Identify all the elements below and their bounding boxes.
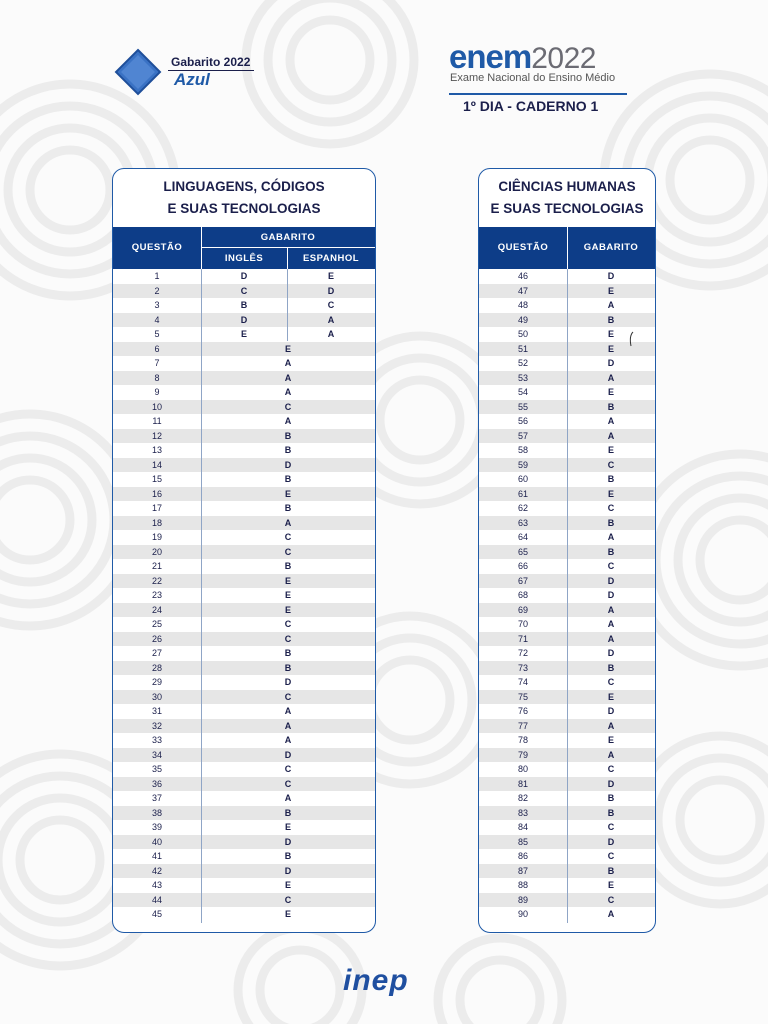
question-number: 24 [151,604,162,615]
language-column-divider [287,269,288,341]
question-number: 86 [517,851,528,861]
question-number: 54 [517,387,528,397]
table-row [113,690,375,705]
answer-letter: C [607,503,615,513]
question-number: 32 [151,720,162,731]
answer-letter: D [607,575,615,586]
table-row [113,733,375,748]
question-number: 49 [517,314,528,325]
answer-letter: C [607,561,615,571]
answer-letter: B [284,561,292,571]
question-number: 31 [151,706,162,716]
question-number: 56 [517,416,528,426]
answer-letter: C [284,691,292,702]
question-number: 60 [517,474,528,484]
answer-letter: A [607,604,615,615]
answer-letter: E [284,604,291,615]
column-divider [567,269,568,923]
answer-letter: B [607,474,615,484]
table-row [113,487,375,502]
question-number: 29 [151,677,162,687]
answer-letter: E [607,329,614,339]
answer-letter: A [607,720,615,731]
answer-letter: A [607,633,615,644]
answer-letter: E [284,590,291,600]
table-row [113,327,375,342]
answer-letter: B [284,662,292,673]
answer-letter: A [284,358,292,368]
table-row [113,603,375,618]
table-row [113,864,375,879]
question-number: 82 [517,793,528,803]
answer-espanhol: C [327,300,335,310]
question-number: 63 [517,517,528,528]
question-number: 89 [517,894,528,905]
question-number: 52 [517,358,528,368]
question-number: 79 [517,749,528,760]
inep-logo: inep [343,964,409,997]
col-questao: QUESTÃO [131,242,183,253]
answer-letter: D [607,836,615,847]
gabarito-title: Gabarito 2022 [171,55,251,69]
answer-letter: D [607,778,615,789]
answer-espanhol: A [327,329,335,339]
question-number: 51 [517,343,528,354]
table-row [113,806,375,821]
answer-ingles: D [240,271,248,281]
table-row [113,530,375,545]
question-number: 62 [517,503,528,513]
answer-letter: B [607,314,615,325]
question-number: 83 [517,807,528,818]
answer-letter: B [607,662,615,673]
answer-letter: E [284,880,291,890]
question-number: 3 [154,300,160,310]
gabarito-color-label: Azul [174,70,210,89]
table-row [113,791,375,806]
answer-letter: A [284,387,292,397]
answer-letter: A [607,430,615,441]
answer-letter: B [607,517,615,528]
question-number: 74 [517,677,528,687]
table-row [113,893,375,908]
answer-letter: A [284,372,292,383]
answer-letter: B [284,648,292,658]
answer-letter: E [607,880,614,890]
question-number: 34 [151,749,162,760]
table-row [113,342,375,357]
question-number: 68 [517,590,528,600]
answer-letter: B [607,807,615,818]
question-number: 19 [151,532,162,542]
answer-letter: E [607,735,614,745]
question-number: 72 [517,648,528,658]
question-number: 39 [151,822,162,832]
column-divider [201,269,202,923]
col-questao: QUESTÃO [497,242,549,253]
question-number: 9 [154,387,160,397]
table-row [113,443,375,458]
header-divider [567,227,568,269]
answer-espanhol: A [327,314,335,325]
answer-letter: C [284,633,292,644]
answer-letter: D [284,749,292,760]
answer-letter: A [284,735,292,745]
table-header [479,227,655,269]
col-gabarito: GABARITO [583,242,639,253]
answer-letter: C [607,851,615,861]
col-ingles: INGLÊS [224,253,264,264]
answer-letter: B [607,546,615,557]
enem-divider [449,93,627,95]
answer-ingles: D [240,314,248,325]
answer-letter: B [607,865,615,876]
question-number: 58 [517,445,528,455]
question-number: 27 [151,648,162,658]
question-number: 87 [517,865,528,876]
question-number: 81 [517,778,528,789]
answer-letter: C [284,532,292,542]
answer-letter: E [284,909,291,919]
answer-letter: E [607,343,614,354]
question-number: 2 [154,285,160,296]
question-number: 36 [151,778,162,789]
answer-letter: C [284,764,292,774]
answer-letter: A [284,517,292,528]
table-row [113,516,375,531]
answer-letter: B [607,793,615,803]
question-number: 80 [517,764,528,774]
table-row [113,632,375,647]
question-number: 13 [151,445,162,455]
table-row [113,313,375,328]
question-number: 45 [151,909,162,919]
answer-letter: E [607,488,614,499]
answer-letter: C [607,677,615,687]
answer-letter: C [607,894,615,905]
pencil-mark-icon [628,331,636,347]
question-number: 12 [151,430,162,441]
answer-ingles: E [240,329,247,339]
card-title-line2: E SUAS TECNOLOGIAS [490,201,644,216]
question-number: 25 [151,619,162,629]
question-number: 17 [151,503,162,513]
question-number: 70 [517,619,528,629]
answer-letter: B [284,851,292,861]
enem-subtitle: Exame Nacional do Ensino Médio [450,72,616,84]
answer-letter: B [284,807,292,818]
answer-letter: B [284,430,292,441]
question-number: 18 [151,517,162,528]
answer-letter: D [607,271,615,281]
question-number: 48 [517,300,528,310]
question-number: 65 [517,546,528,557]
question-number: 78 [517,735,528,745]
answer-table-body [113,269,375,922]
answer-letter: B [284,503,292,513]
answer-letter: C [284,619,292,629]
question-number: 15 [151,474,162,484]
card-title [479,169,655,227]
answer-letter: A [284,706,292,716]
answer-letter: D [607,648,615,658]
answer-espanhol: E [327,271,334,281]
answer-letter: D [284,677,292,687]
question-number: 26 [151,633,162,644]
answer-letter: E [284,575,291,586]
answer-letter: E [607,691,614,702]
question-number: 40 [151,836,162,847]
question-number: 38 [151,807,162,818]
question-number: 37 [151,793,162,803]
question-number: 7 [154,358,160,368]
answer-letter: A [607,300,615,310]
question-number: 47 [517,285,528,296]
question-number: 76 [517,706,528,716]
linguagens-answer-card [112,168,376,933]
table-row [113,748,375,763]
answer-letter: A [607,416,615,426]
question-number: 20 [151,546,162,557]
answer-letter: D [284,836,292,847]
question-number: 57 [517,430,528,441]
answer-letter: A [607,532,615,542]
answer-letter: B [607,401,615,412]
question-number: 41 [151,851,162,861]
table-row [113,574,375,589]
question-number: 6 [154,343,160,354]
answer-letter: E [284,822,291,832]
table-row [113,458,375,473]
table-row [113,907,375,922]
table-row [113,617,375,632]
answer-letter: C [284,401,292,412]
question-number: 85 [517,836,528,847]
answer-letter: A [607,909,615,919]
question-number: 14 [151,459,162,470]
answer-letter: E [607,285,614,296]
table-row [113,545,375,560]
question-number: 30 [151,691,162,702]
table-row [113,371,375,386]
question-number: 16 [151,488,162,499]
answer-letter: D [607,706,615,716]
table-row [113,588,375,603]
answer-letter: B [284,445,292,455]
day-caderno-label [463,98,598,114]
card-title [113,169,375,227]
col-gabarito: GABARITO [260,232,316,243]
answer-letter: C [607,764,615,774]
question-number: 73 [517,662,528,673]
answer-letter: D [607,590,615,600]
answer-letter: A [607,619,615,629]
question-number: 23 [151,590,162,600]
answer-letter: A [284,793,292,803]
answer-letter: E [284,488,291,499]
card-title-line2: E SUAS TECNOLOGIAS [167,201,321,216]
table-row [113,777,375,792]
answer-letter: D [607,358,615,368]
caderno-label: CADERNO 1 [515,98,599,114]
question-number: 42 [151,865,162,876]
answer-letter: B [284,474,292,484]
table-row [113,385,375,400]
question-number: 1 [154,271,160,281]
table-row [113,661,375,676]
header-divider [201,227,202,269]
question-number: 59 [517,459,528,470]
question-number: 28 [151,662,162,673]
table-row [113,400,375,415]
answer-letter: C [607,822,615,832]
answer-letter: D [284,865,292,876]
answer-letter: E [284,343,291,354]
table-row [113,820,375,835]
question-number: 50 [517,329,528,339]
question-number: 46 [517,271,528,281]
answer-letter: E [607,387,614,397]
question-number: 75 [517,691,528,702]
question-number: 22 [151,575,162,586]
card-title-line1: CIÊNCIAS HUMANAS [498,179,636,194]
question-number: 4 [154,314,160,325]
table-row [113,849,375,864]
question-number: 77 [517,720,528,731]
question-number: 64 [517,532,528,542]
answer-letter: E [607,445,614,455]
answer-letter: A [284,416,292,426]
table-row [113,269,375,284]
question-number: 21 [151,561,162,571]
table-row [113,284,375,299]
table-row [113,835,375,850]
card-title-line1: LINGUAGENS, CÓDIGOS [163,179,325,194]
question-number: 88 [517,880,528,890]
question-number: 90 [517,909,528,919]
ciencias-humanas-answer-card [478,168,656,933]
table-row [113,704,375,719]
question-number: 67 [517,575,528,586]
table-row [113,719,375,734]
enem-brand: enem [449,38,532,75]
answer-letter: A [607,749,615,760]
table-row [113,356,375,371]
answer-letter: C [284,546,292,557]
question-number: 53 [517,372,528,383]
answer-ingles: C [240,285,248,296]
answer-letter: A [607,372,615,383]
header-divider-lang [287,247,288,269]
question-number: 55 [517,401,528,412]
answer-letter: C [284,778,292,789]
enem-logo [449,38,596,76]
question-number: 71 [517,633,528,644]
table-row [113,429,375,444]
gabarito-diamond-icon [113,47,163,97]
table-row [113,298,375,313]
question-number: 10 [151,401,162,412]
question-number: 35 [151,764,162,774]
enem-year: 2022 [531,42,596,75]
table-row [113,646,375,661]
question-number: 69 [517,604,528,615]
header-divider-horizontal [201,247,375,248]
separator: - [507,98,512,114]
answer-letter: A [284,720,292,731]
table-row [113,675,375,690]
question-number: 33 [151,735,162,745]
day-label: 1º DIA [463,98,504,114]
table-row [113,414,375,429]
answer-ingles: B [240,300,248,310]
table-header [113,227,375,269]
answer-letter: D [284,459,292,470]
answer-espanhol: D [327,285,335,296]
question-number: 44 [151,894,162,905]
table-row [113,559,375,574]
table-row [113,472,375,487]
question-number: 5 [154,329,160,339]
question-number: 84 [517,822,528,832]
question-number: 11 [152,416,162,426]
col-espanhol: ESPANHOL [302,253,360,264]
question-number: 66 [517,561,528,571]
answer-letter: C [284,894,292,905]
question-number: 61 [517,488,528,499]
table-row [113,501,375,516]
table-row [113,762,375,777]
table-row [113,878,375,893]
answer-letter: C [607,459,615,470]
question-number: 8 [154,372,160,383]
question-number: 43 [151,880,162,890]
